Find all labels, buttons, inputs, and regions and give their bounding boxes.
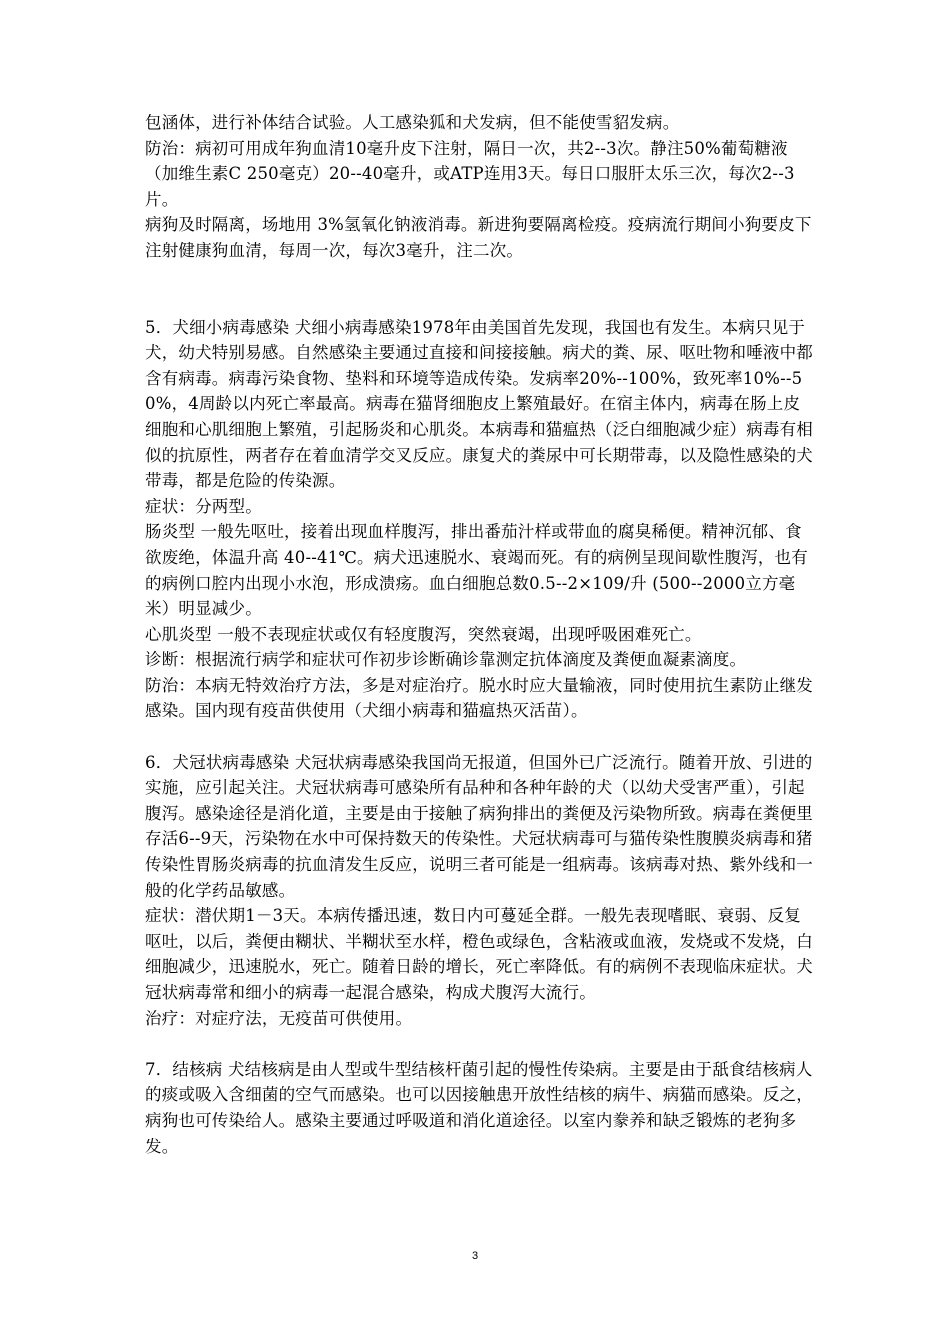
intro-prevention-paragraph: 防治：病初可用成年狗血清10毫升皮下注射，隔日一次，共2--3次。静注50%葡萄糖液（加维生素C 250毫克）20--40毫升，或ATP连用3天。每日口服肝太乐三次，每次2--3片。 <box>145 138 795 209</box>
parvovirus-heading-paragraph: 5．犬细小病毒感染 犬细小病毒感染1978年由美国首先发现，我国也有发生。本病只见于犬，幼犬特别易感。自然感染主要通过直接和间接接触。病犬的粪、尿、呕吐物和唾液中都含有病毒。病毒污染食物、垫料和环境等造成传染。发病率20%--100%，致死率10%--50%，4周龄以内死亡率最高。病毒在猫肾细胞皮上繁殖最好。在宿主体内，病毒在肠上皮细胞和心肌细胞上繁殖，引起肠炎和心肌炎。本病毒和猫瘟热（泛白细胞减少症）病毒有相似的抗原性，两者存在着血清学交叉反应。康复犬的粪尿中可长期带毒，以及隐性感染的犬带毒，都是危险的传染源。 <box>145 317 813 491</box>
tuberculosis-heading-paragraph: 7．结核病 犬结核病是由人型或牛型结核杆菌引起的慢性传染病。主要是由于舐食结核病人的痰或吸入含细菌的空气而感染。也可以因接触患开放性结核的病牛、病猫而感染。反之，病狗也可传染给人。感染主要通过呼吸道和消化道途径。以室内豢养和缺乏锻炼的老狗多发。 <box>145 1059 813 1156</box>
parvovirus-prevention-paragraph: 防治：本病无特效治疗方法，多是对症治疗。脱水时应大量输液，同时使用抗生素防止继发感染。国内现有疫苗供使用（犬细小病毒和猫瘟热灭活苗）。 <box>145 675 813 721</box>
coronavirus-treatment-paragraph: 治疗：对症疗法，无疫苗可供使用。 <box>145 1008 413 1028</box>
section-spacer <box>145 1031 815 1057</box>
intro-paragraph-1: 包涵体，进行补体结合试验。人工感染狐和犬发病，但不能使雪貂发病。 <box>145 113 680 132</box>
section-spacer <box>145 264 815 315</box>
section-spacer <box>145 724 815 750</box>
parvovirus-myocarditis-paragraph: 心肌炎型 一般不表现症状或仅有轻度腹泻，突然衰竭，出现呼吸困难死亡。 <box>145 624 702 644</box>
coronavirus-symptoms-paragraph: 症状：潜伏期1－3天。本病传播迅速，数日内可蔓延全群。一般先表现嗜眠、衰弱、反复呕吐，以后，粪便由糊状、半糊状至水样，橙色或绿色，含粘液或血液，发烧或不发烧，白细胞减少，迅速脱水，死亡。随着日龄的增长，死亡率降低。有的病例不表现临床症状。犬冠状病毒常和细小的病毒一起混合感染，构成犬腹泻大流行。 <box>145 906 813 1002</box>
intro-isolation-paragraph: 病狗及时隔离，场地用 3%氢氧化钠液消毒。新进狗要隔离检疫。疫病流行期间小狗要皮下注射健康狗血清，每周一次，每次3毫升，注二次。 <box>145 215 812 260</box>
parvovirus-diagnosis-paragraph: 诊断：根据流行病学和症状可作初步诊断确诊靠测定抗体滴度及粪便血凝素滴度。 <box>145 650 747 670</box>
page-number: 3 <box>471 1250 479 1262</box>
parvovirus-enteritis-paragraph: 肠炎型 一般先呕吐，接着出现血样腹泻，排出番茄汁样或带血的腐臭稀便。精神沉郁、食欲废绝，体温升高 40--41℃。病犬迅速脱水、衰竭而死。有的病例呈现间歇性腹泻，也有的病例口腔内出现小水泡，形成溃疡。血白细胞总数0.5--2×109/升 (500--2000立方毫米）明显减少。 <box>145 522 808 619</box>
parvovirus-symptoms-label: 症状：分两型。 <box>145 496 262 516</box>
document-body <box>145 110 815 1159</box>
coronavirus-heading-paragraph: 6．犬冠状病毒感染 犬冠状病毒感染我国尚无报道，但国外已广泛流行。随着开放、引进的实施，应引起关注。犬冠状病毒可感染所有品种和各种年龄的犬（以幼犬受害严重），引起腹泻。感染途径是消化道，主要是由于接触了病狗排出的粪便及污染物所致。病毒在粪便里存活6--9天，污染物在水中可保持数天的传染性。犬冠状病毒可与猫传染性腹膜炎病毒和猪传染性胃肠炎病毒的抗血清发生反应，说明三者可能是一组病毒。该病毒对热、紫外线和一般的化学药品敏感。 <box>145 752 813 900</box>
